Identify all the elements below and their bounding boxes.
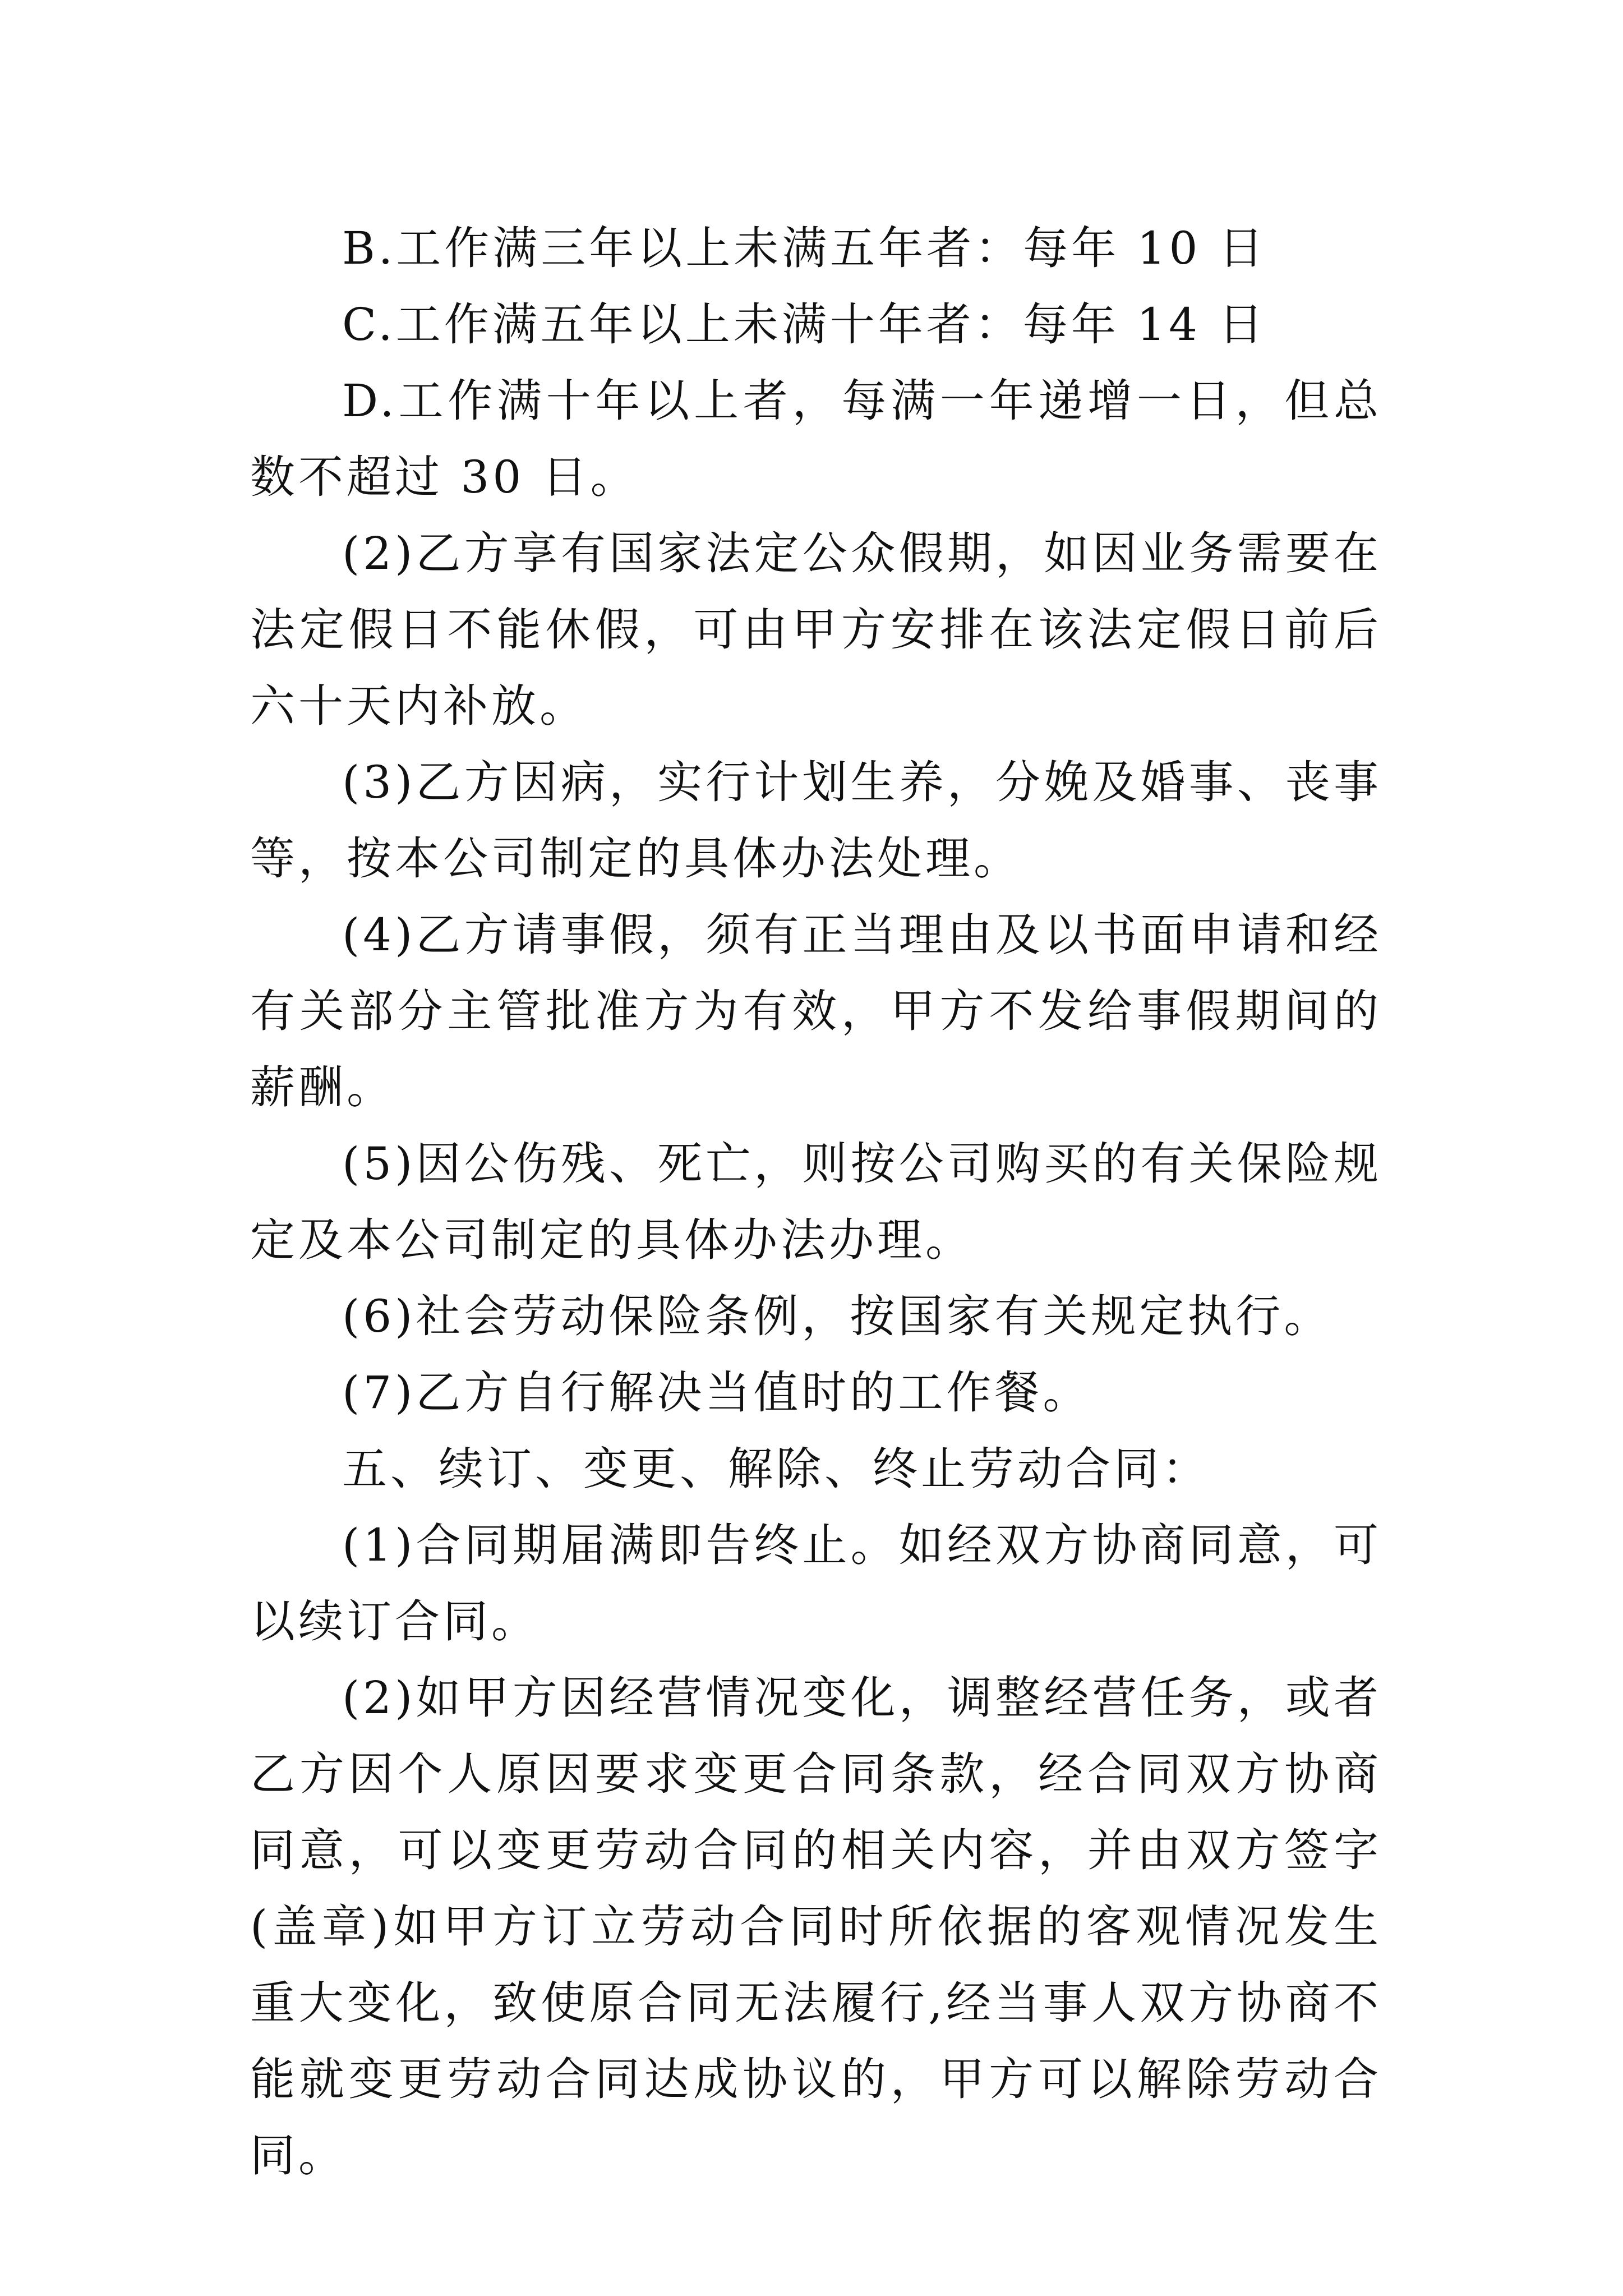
paragraph-leave-5-10-years: C.工作满五年以上未满十年者：每年 14 日 — [342, 298, 1267, 351]
paragraph-leave-3-5-years: B.工作满三年以上未满五年者：每年 10 日 — [342, 222, 1267, 274]
paragraph-work-meals: (7)乙方自行解决当值时的工作餐。 — [342, 1366, 1091, 1419]
paragraph-social-insurance: (6)社会劳动保险条例，按国家有关规定执行。 — [342, 1290, 1332, 1342]
paragraph-sick-leave: (3)乙方因病，实行计划生养，分娩及婚事、丧事等，按本公司制定的具体办法处理。 — [250, 756, 1382, 885]
document-body — [250, 210, 1382, 2194]
paragraph-contract-change: (2)如甲方因经营情况变化，调整经营任务，或者乙方因个人原因要求变更合同条款，经合同双方协商同意，可以变更劳动合同的相关内容，并由双方签字(盖章)如甲方订立劳动合同时所依据的客观情况发生重大变化，致使原合同无法履行,经当事人双方协商不能就变更劳动合同达成协议的，甲方可以解除劳动合同。 — [250, 1672, 1382, 2182]
paragraph-personal-leave: (4)乙方请事假，须有正当理由及以书面申请和经有关部分主管批准方为有效，甲方不发给事假期间的薪酬。 — [250, 909, 1382, 1114]
paragraph-contract-expiry: (1)合同期届满即告终止。如经双方协商同意，可以续订合同。 — [250, 1519, 1382, 1648]
paragraph-work-injury: (5)因公伤残、死亡，则按公司购买的有关保险规定及本公司制定的具体办法办理。 — [250, 1138, 1382, 1266]
paragraph-leave-10-plus-years: D.工作满十年以上者，每满一年递增一日，但总数不超过 30 日。 — [250, 375, 1382, 503]
section-heading-contract: 五、续订、变更、解除、终止劳动合同： — [342, 1443, 1210, 1495]
paragraph-public-holidays: (2)乙方享有国家法定公众假期，如因业务需要在法定假日不能休假，可由甲方安排在该法定假日前后六十天内补放。 — [250, 527, 1382, 732]
